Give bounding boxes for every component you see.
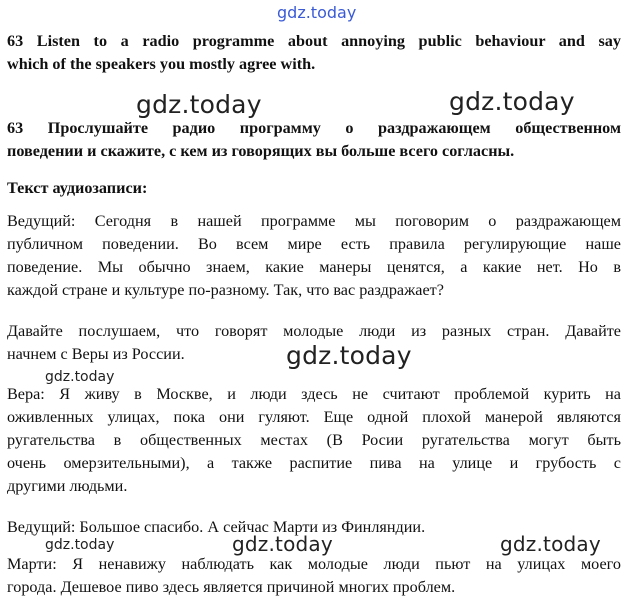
paragraph-line: начнем с Веры из России. xyxy=(7,345,185,363)
paragraph-line: Вера: Я живу в Москве, и люди здесь не считают проблемой курить на xyxy=(7,385,621,403)
task-russian-line: поведении и скажите, с кем из говорящих вы больше всего согласны. xyxy=(7,142,515,160)
paragraph-line: оживленных улицах, пока они гуляют. Еще одной плохой манерой являются xyxy=(7,408,621,426)
task-english-line: which of the speakers you mostly agree with. xyxy=(7,55,316,73)
watermark: gdz.today xyxy=(232,532,333,556)
watermark: gdz.today xyxy=(449,87,575,116)
paragraph-marti xyxy=(7,553,621,599)
paragraph-line: другими людьми. xyxy=(7,477,128,495)
paragraph-vera xyxy=(7,383,621,498)
task-russian-line: 63 Прослушайте радио программу о раздражающем общественном xyxy=(7,119,621,137)
paragraph-line: Ведущий: Сегодня в нашей программе мы поговорим о раздражающем xyxy=(7,212,621,230)
task-russian xyxy=(7,117,621,163)
watermark: gdz.today xyxy=(45,369,115,385)
paragraph-line: Ведущий: Большое спасибо. А сейчас Марти из Финляндии. xyxy=(7,518,426,536)
task-english-line: 63 Listen to a radio programme about annoying public behaviour and say xyxy=(7,32,621,50)
paragraph-line: каждой стране и культуре по-разному. Так, что вас раздражает? xyxy=(7,281,444,299)
paragraph-host-intro xyxy=(7,210,621,302)
paragraph-line: публичном поведении. Во всем мире есть правила регулирующие наше xyxy=(7,235,621,253)
watermark: gdz.today xyxy=(45,537,115,553)
paragraph-line: города. Дешевое пиво здесь является причиной многих проблем. xyxy=(7,578,456,596)
paragraph-line: очень омерзительными), а также распитие пива на улице и грубость с xyxy=(7,454,621,472)
task-english xyxy=(7,30,621,76)
watermark: gdz.today xyxy=(136,90,262,119)
transcript-heading: Текст аудиозаписи: xyxy=(7,179,148,197)
paragraph-line: ругательства в общественных местах (В Росии ругательства могут быть xyxy=(7,431,621,449)
watermark: gdz.today xyxy=(286,341,412,370)
paragraph-line: поведение. Мы обычно знаем, какие манеры ценятся, а какие нет. Но в xyxy=(7,258,621,276)
watermark-top: gdz.today xyxy=(277,3,357,22)
watermark: gdz.today xyxy=(500,532,601,556)
paragraph-line: Марти: Я ненавижу наблюдать как молодые люди пьют на улицах моего xyxy=(7,555,621,573)
paragraph-line: Давайте послушаем, что говорят молодые люди из разных стран. Давайте xyxy=(7,322,621,340)
